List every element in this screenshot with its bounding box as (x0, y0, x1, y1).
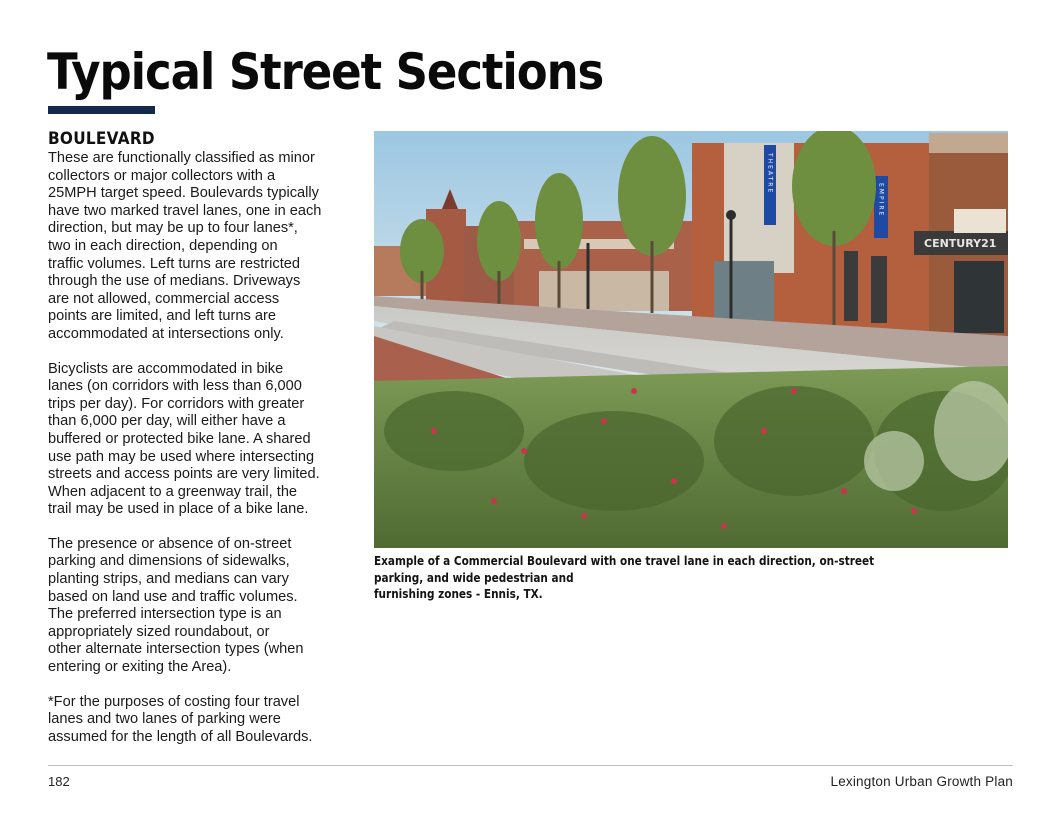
photo-caption: Example of a Commercial Boulevard with one travel lane in each direction, on-street parking, and wide pedestrian and furnishing zones - Ennis, TX. (374, 554, 875, 601)
boulevard-photo (374, 131, 1008, 548)
empire-sign-text: EMPIRE (877, 183, 885, 218)
body-paragraph: These are functionally classified as minor collectors or major collectors with a 25MPH target speed. Boulevards typically have two marked travel lanes, one in each direction, but may be up to four lanes*, two in each direction, depending on traffic volumes. Left turns are restricted through the use of medians. Driveways are not allowed, commercial access points are limited, and left turns are accommodated at intersections only. (48, 150, 322, 342)
page-number: 182 (48, 774, 70, 789)
section-heading: BOULEVARD (48, 129, 155, 149)
century-sign-text: CENTURY21 (924, 237, 997, 250)
document-title: Lexington Urban Growth Plan (830, 774, 1013, 789)
title-underline (48, 106, 155, 114)
footnote: *For the purposes of costing four travel lanes and two lanes of parking were assumed for the length of all Boulevards. (48, 693, 313, 745)
footer-rule (48, 765, 1013, 766)
body-paragraph: The presence or absence of on-street parking and dimensions of sidewalks, planting strips, and medians can vary based on land use and traffic volumes. The preferred intersection type is an appropriately sized roundabout, or other alternate intersection types (when entering or exiting the Area). (48, 535, 304, 676)
page-title: Typical Street Sections (47, 43, 604, 101)
body-paragraph: Bicyclists are accommodated in bike lanes (on corridors with less than 6,000 trips per day). For corridors with greater than 6,000 per day, will either have a buffered or protected bike lane. A shared use path may be used where intersecting streets and access points are very limited. When adjacent to a greenway trail, the trail may be used in place of a bike lane. (48, 360, 320, 518)
theatre-sign-text: THEATRE (766, 153, 774, 195)
street-scene-illustration (374, 131, 1008, 548)
boulevard-text-column (48, 129, 366, 746)
